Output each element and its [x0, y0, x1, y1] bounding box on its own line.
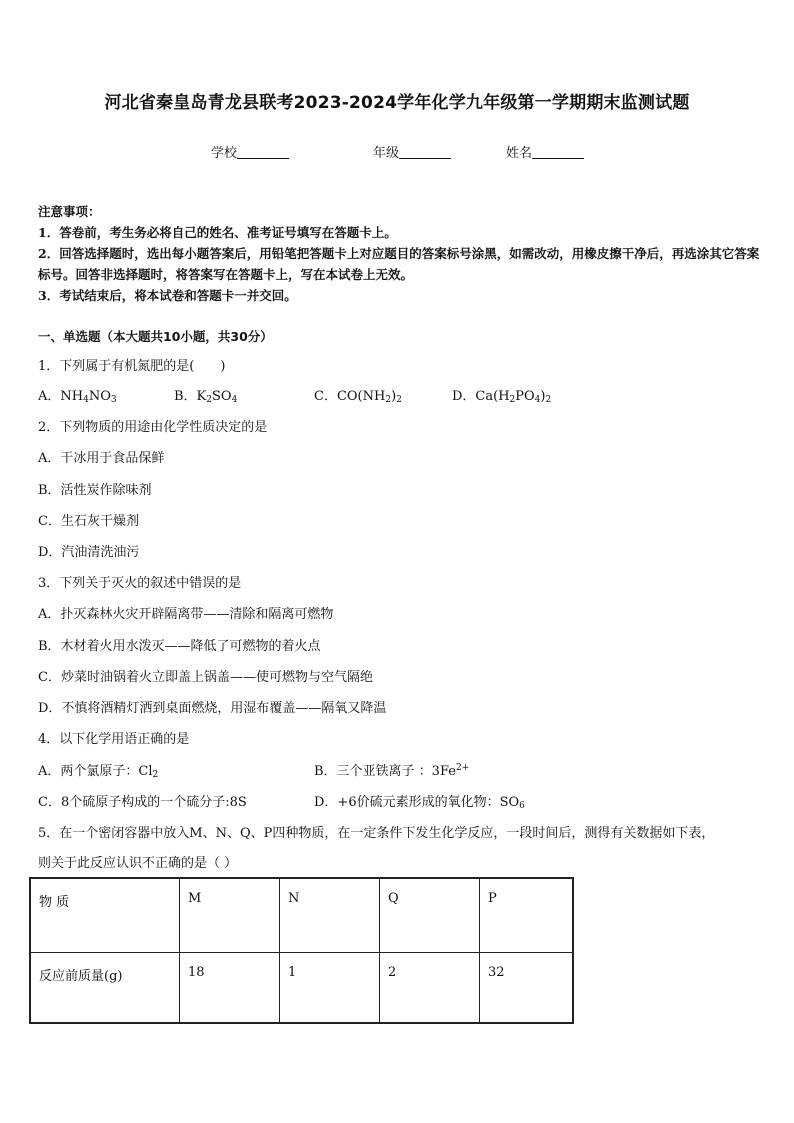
q2-option-c: C．生石灰干燥剂: [38, 514, 139, 529]
name-blank: [532, 145, 584, 159]
grade-field: [373, 142, 451, 161]
notice-block: [38, 201, 760, 306]
q3-option-b: B．木材着火用水泼灭——降低了可燃物的着火点: [38, 639, 321, 654]
q3-option-a: A．扑灭森林火灾开辟隔离带——清除和隔离可燃物: [38, 607, 334, 622]
q5-stem-line-2: 则关于此反应认识不正确的是（ ）: [38, 856, 238, 871]
notice-item-1: 1．答卷前，考生务必将自己的姓名、准考证号填写在答题卡上。: [38, 225, 397, 240]
q4-stem: 4．以下化学用语正确的是: [38, 732, 190, 747]
school-blank: [237, 145, 289, 159]
notice-heading: 注意事项：: [38, 204, 101, 219]
section-heading: 一、单选题（本大题共10小题，共30分）: [38, 329, 273, 344]
q1-option-a: A．$NH_4NO_3$: [38, 389, 117, 405]
table-cell: M: [180, 878, 280, 952]
q1-stem: 1．下列属于有机氮肥的是( ): [38, 359, 226, 374]
table-cell: 物 质: [30, 878, 180, 952]
grade-label: 年级: [373, 146, 400, 161]
q4-option-b: B．三个亚铁离子 ：$3Fe^{2+}$: [314, 763, 470, 779]
grade-blank: [399, 145, 451, 159]
name-label: 姓名: [506, 146, 533, 161]
table-cell: N: [280, 878, 380, 952]
table-cell: 32: [480, 952, 574, 1023]
school-label: 学校: [211, 146, 238, 161]
q2-option-b: B．活性炭作除味剂: [38, 483, 152, 498]
table-header-row: [30, 878, 573, 952]
q4-option-d: D．+6价硫元素形成的氧化物：$SO_6$: [314, 795, 525, 811]
q5-stem-line-1: 5．在一个密闭容器中放入M、N、Q、P四种物质，在一定条件下发生化学反应，一段时间后，测得有关数据如下表，: [38, 826, 715, 841]
data-table: [29, 877, 574, 1024]
q3-stem: 3．下列关于灭火的叙述中错误的是: [38, 576, 242, 591]
table-row: [30, 952, 573, 1023]
q4-option-a: A．两个氯原子：$Cl_2$: [38, 764, 159, 780]
q1-option-b: B．$K_2SO_4$: [174, 389, 238, 405]
q3-option-d: D．不慎将酒精灯洒到桌面燃烧，用湿布覆盖——隔氧又降温: [38, 701, 387, 716]
notice-item-2: 2．回答选择题时，选出每小题答案后，用铅笔把答题卡上对应题目的答案标号涂黑，如需改动，用橡皮擦干净后，再选涂其它答案标号。回答非选择题时，将答案写在答题卡上，写在本试卷上无效。: [38, 246, 760, 282]
q1-option-c: C．$CO(NH_2)_2$: [314, 389, 402, 405]
q4-option-c: C．8个硫原子构成的一个硫分子:8S: [38, 795, 247, 810]
table-cell: 2: [380, 952, 480, 1023]
table-cell: 18: [180, 952, 280, 1023]
table-cell: 反应前质量(g): [30, 952, 180, 1023]
q2-stem: 2．下列物质的用途由化学性质决定的是: [38, 420, 268, 435]
table-cell: P: [480, 878, 574, 952]
q2-option-d: D．汽油清洗油污: [38, 545, 140, 560]
name-field: [506, 142, 584, 161]
q3-option-c: C．炒菜时油锅着火立即盖上锅盖——使可燃物与空气隔绝: [38, 670, 373, 685]
notice-item-3: 3．考试结束后，将本试卷和答题卡一并交回。: [38, 288, 297, 303]
school-field: [211, 142, 289, 161]
table-cell: Q: [380, 878, 480, 952]
q1-option-d: D．$Ca(H_2PO_4)_2$: [452, 389, 552, 405]
table-cell: 1: [280, 952, 380, 1023]
page-title: 河北省秦皇岛青龙县联考2023-2024学年化学九年级第一学期期末监测试题: [104, 93, 690, 113]
q2-option-a: A．干冰用于食品保鲜: [38, 451, 165, 466]
